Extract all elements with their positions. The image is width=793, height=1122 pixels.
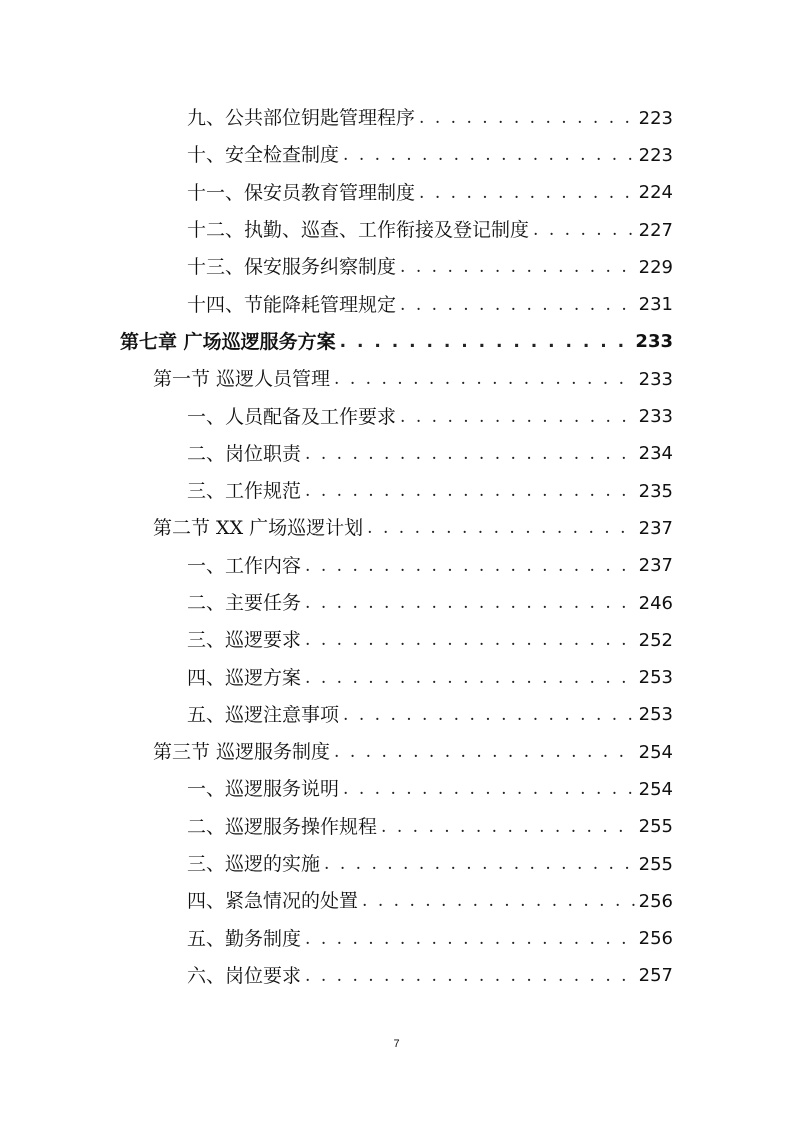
toc-entry[interactable] xyxy=(0,659,793,696)
page-number: 7 xyxy=(393,1038,400,1050)
toc-entry[interactable] xyxy=(0,809,793,846)
toc-entry[interactable] xyxy=(0,249,793,286)
toc-entry-title: 十二、执勤、巡查、工作衔接及登记制度 xyxy=(187,219,530,242)
toc-dot-leader xyxy=(305,483,635,500)
toc-entry-page: 229 xyxy=(638,256,673,278)
toc-entry-page: 253 xyxy=(638,667,673,689)
toc-entry-page: 233 xyxy=(635,331,673,353)
toc-entry-title: 一、工作内容 xyxy=(187,554,302,577)
toc-entry[interactable] xyxy=(0,958,793,995)
toc-dot-leader xyxy=(400,259,635,276)
toc-entry-page: 254 xyxy=(638,778,673,800)
toc-entry-title: 一、巡逻服务说明 xyxy=(187,778,340,801)
toc-dot-leader xyxy=(343,147,635,164)
toc-section-entry[interactable] xyxy=(0,734,793,771)
toc-entry-page: 224 xyxy=(638,182,673,204)
toc-dot-leader xyxy=(367,520,635,537)
toc-dot-leader xyxy=(305,446,635,463)
toc-entry-title: 九、公共部位钥匙管理程序 xyxy=(187,107,416,130)
toc-section-entry[interactable] xyxy=(0,361,793,398)
toc-entry-page: 255 xyxy=(638,816,673,838)
toc-entry-title: 第七章 广场巡逻服务方案 xyxy=(120,330,336,353)
toc-entry-page: 223 xyxy=(638,107,673,129)
table-of-contents xyxy=(0,100,793,995)
toc-entry[interactable] xyxy=(0,883,793,920)
toc-dot-leader xyxy=(533,222,635,239)
toc-entry[interactable] xyxy=(0,771,793,808)
toc-entry-page: 256 xyxy=(638,890,673,912)
toc-entry-title: 四、巡逻方案 xyxy=(187,666,302,689)
toc-dot-leader xyxy=(305,632,635,649)
toc-entry-title: 二、主要任务 xyxy=(187,592,302,614)
toc-entry[interactable] xyxy=(0,622,793,659)
toc-entry[interactable] xyxy=(0,286,793,323)
toc-entry-page: 233 xyxy=(638,368,673,390)
toc-entry[interactable] xyxy=(0,436,793,473)
toc-entry-title: 四、紧急情况的处置 xyxy=(187,890,359,913)
toc-entry-page: 256 xyxy=(638,928,673,950)
toc-entry-title: 第一节 巡逻人员管理 xyxy=(153,368,331,391)
toc-entry[interactable] xyxy=(0,212,793,249)
toc-entry-title: 第三节 巡逻服务制度 xyxy=(153,741,331,764)
toc-entry-title: 二、巡逻服务操作规程 xyxy=(187,815,378,838)
toc-entry-page: 255 xyxy=(638,853,673,875)
toc-dot-leader xyxy=(334,744,635,761)
toc-entry-title: 三、巡逻要求 xyxy=(187,629,302,652)
toc-entry-title: 五、巡逻注意事项 xyxy=(187,703,340,726)
toc-dot-leader xyxy=(305,670,635,687)
toc-entry[interactable] xyxy=(0,846,793,883)
toc-entry-page: 233 xyxy=(638,406,673,428)
toc-entry-page: 237 xyxy=(638,555,673,577)
toc-entry-page: 237 xyxy=(638,517,673,539)
toc-entry-page: 235 xyxy=(638,480,673,502)
toc-dot-leader xyxy=(419,185,635,202)
toc-dot-leader xyxy=(305,968,635,985)
toc-dot-leader xyxy=(340,334,632,351)
toc-dot-leader xyxy=(305,595,635,612)
toc-section-entry[interactable] xyxy=(0,510,793,547)
toc-entry[interactable] xyxy=(0,585,793,622)
toc-entry[interactable] xyxy=(0,473,793,510)
toc-dot-leader xyxy=(343,781,635,798)
toc-dot-leader xyxy=(343,707,635,724)
toc-entry-title: 一、人员配备及工作要求 xyxy=(187,405,397,428)
toc-entry-title: 三、工作规范 xyxy=(187,480,302,503)
toc-chapter-entry[interactable] xyxy=(0,324,793,361)
toc-dot-leader xyxy=(381,819,635,836)
toc-entry[interactable] xyxy=(0,175,793,212)
toc-entry-page: 227 xyxy=(638,219,673,241)
toc-entry-page: 254 xyxy=(638,741,673,763)
toc-entry-title: 第二节 XX 广场巡逻计划 xyxy=(153,517,364,540)
toc-entry-title: 二、岗位职责 xyxy=(187,442,302,465)
toc-dot-leader xyxy=(419,110,635,127)
toc-entry-page: 234 xyxy=(638,443,673,465)
toc-dot-leader xyxy=(400,409,635,426)
toc-entry-page: 231 xyxy=(638,294,673,316)
toc-entry-page: 257 xyxy=(638,965,673,987)
toc-entry[interactable] xyxy=(0,137,793,174)
toc-entry[interactable] xyxy=(0,697,793,734)
toc-entry-page: 252 xyxy=(638,629,673,651)
toc-entry-page: 223 xyxy=(638,144,673,166)
toc-entry-title: 六、岗位要求 xyxy=(187,964,302,987)
toc-dot-leader xyxy=(362,893,635,910)
toc-entry[interactable] xyxy=(0,548,793,585)
toc-entry-title: 十、安全检查制度 xyxy=(187,144,340,167)
toc-dot-leader xyxy=(305,558,635,575)
toc-entry-title: 十四、节能降耗管理规定 xyxy=(187,293,397,316)
toc-entry[interactable] xyxy=(0,921,793,958)
toc-entry-title: 三、巡逻的实施 xyxy=(187,853,321,876)
toc-entry[interactable] xyxy=(0,100,793,137)
toc-entry-page: 253 xyxy=(638,704,673,726)
toc-dot-leader xyxy=(334,371,635,388)
toc-entry-page: 246 xyxy=(638,592,673,614)
toc-dot-leader xyxy=(305,931,635,948)
toc-dot-leader xyxy=(400,297,635,314)
toc-entry-title: 十一、保安员教育管理制度 xyxy=(187,181,416,204)
toc-entry[interactable] xyxy=(0,398,793,435)
toc-entry-title: 五、勤务制度 xyxy=(187,927,302,950)
toc-dot-leader xyxy=(324,856,635,873)
toc-entry-title: 十三、保安服务纠察制度 xyxy=(187,256,397,279)
